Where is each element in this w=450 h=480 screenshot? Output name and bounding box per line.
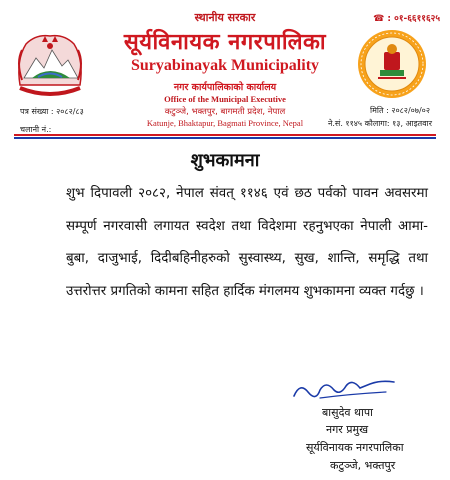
letter-heading: शुभकामना (190, 150, 260, 171)
letter-body: शुभ दिपावली २०८२, नेपाल संवत् ११४६ एवं छठ पर्वको पावन अवसरमा सम्पूर्ण नगरवासी लगायत स्वदेश तथा विदेशमा रहनुभएका नेपाली आमा-बुबा, दाजुभाई, दिदीबहिनीहरुको सुस्वास्थ्य, सुख, शान्ति, समृद्धि तथा उत्तरोत्तर प्रगतिको कामना सहित हार्दिक मंगलमय शुभकामना व्यक्त गर्दछु । (66, 186, 428, 299)
signer-name: बासुदेव थापा (322, 406, 373, 419)
municipality-logo-icon (356, 28, 428, 100)
address-nepali: कटुञ्जे, भक्तपुर, बागमती प्रदेश, नेपाल (164, 107, 286, 117)
municipality-name-english: Suryabinayak Municipality (130, 57, 320, 74)
signer-location: कटुञ्जे, भक्तपुर (330, 459, 396, 472)
phone-number: ☎ : ०१-६६११६२५ (373, 14, 440, 24)
address-english: Katunje, Bhaktapur, Bagmati Province, Nepal (146, 118, 304, 128)
reference-number: पत्र संख्या : २०८२/८३ (20, 107, 84, 116)
local-government-label: स्थानीय सरकार (194, 11, 256, 24)
header-divider-blue (14, 137, 436, 139)
dispatch-number: चलानी नं.: (20, 125, 52, 134)
signer-organization: सूर्यविनायक नगरपालिका (306, 441, 404, 454)
signature-icon (290, 372, 400, 408)
office-name-english: Office of the Municipal Executive (164, 94, 286, 104)
nepal-sambat-date: ने.सं. ११४५ कौलागा: १३, आइतवार (327, 119, 432, 128)
letter-date: मिति : २०८२/०७/०२ (370, 106, 430, 115)
office-name-nepali: नगर कार्यपालिकाको कार्यालय (173, 82, 277, 93)
municipality-name-nepali: सूर्यविनायक नगरपालिका (123, 30, 327, 55)
header-divider-red (14, 134, 436, 136)
signer-title: नगर प्रमुख (326, 423, 369, 436)
